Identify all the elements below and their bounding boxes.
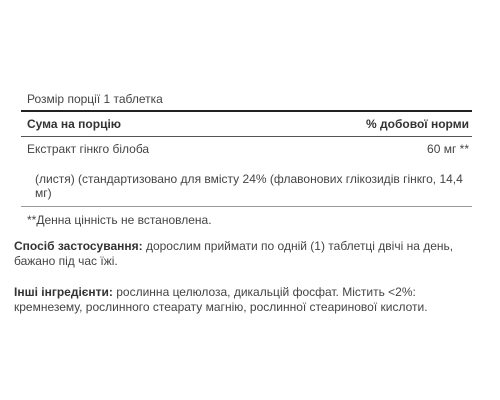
usage-paragraph xyxy=(14,239,476,269)
other-ingredients-paragraph xyxy=(14,285,476,315)
other-ingredients-text: рослинна целюлоза, дикальцій фосфат. Містить <2%: кремнезему, рослинного стеарату магнію, рослинної стеаринової кислоти. xyxy=(14,285,428,314)
usage-text: дорослим приймати по одній (1) таблетці двічі на день, бажано під час їжі. xyxy=(14,239,454,268)
table-header-row xyxy=(21,112,472,136)
ingredient-amount: 60 мг ** xyxy=(427,142,469,156)
ingredient-row xyxy=(21,137,472,162)
other-ingredients-label: Інші інгредієнти: xyxy=(14,285,113,299)
footnote: **Денна цінність не встановлена. xyxy=(27,213,212,227)
ingredient-detail: (листя) (стандартизовано для вмісту 24% (флавонових глікозидів гінкго, 14,4 мг) xyxy=(35,172,463,200)
ingredient-name: Екстракт гінкго білоба xyxy=(27,142,150,156)
daily-value-header: % добової норми xyxy=(366,117,469,131)
usage-label: Спосіб застосування: xyxy=(14,239,143,253)
amount-per-serving-header: Сума на порцію xyxy=(27,117,122,131)
supplement-facts-table xyxy=(21,88,472,227)
serving-size: Розмір порції 1 таблетка xyxy=(27,92,163,106)
